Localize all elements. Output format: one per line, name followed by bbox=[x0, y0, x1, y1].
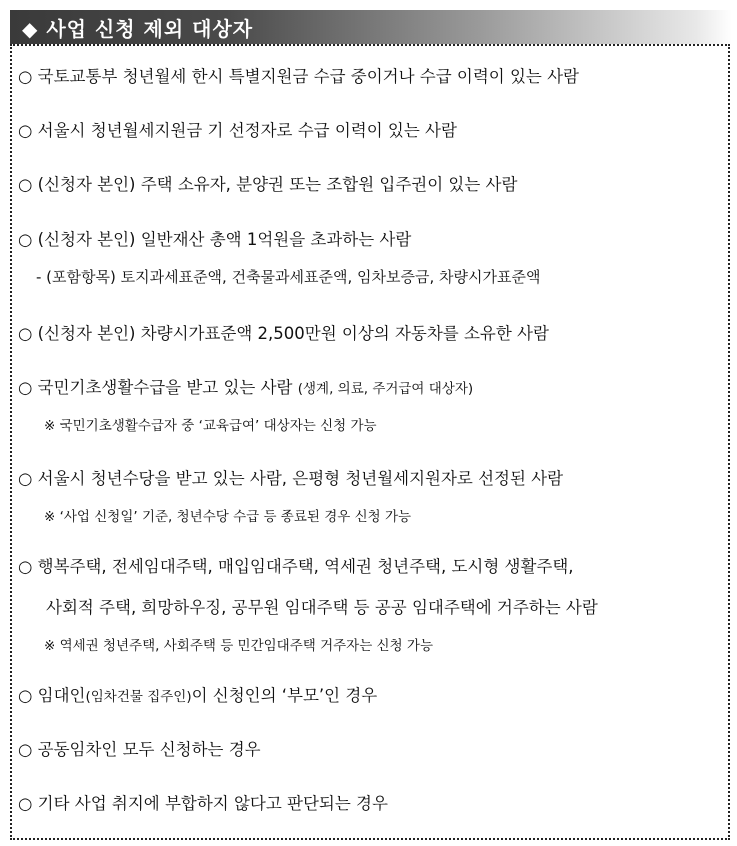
list-item bbox=[18, 682, 377, 706]
list-item: ○ (신청자 본인) 일반재산 총액 1억원을 초과하는 사람 bbox=[18, 230, 412, 249]
sub-note: ※ ‘사업 신청일’ 기준, 청년수당 수급 등 종료된 경우 신청 가능 bbox=[44, 509, 412, 525]
list-item: ○ 기타 사업 취지에 부합하지 않다고 판단되는 경우 bbox=[18, 794, 388, 813]
sub-note: ※ 역세권 청년주택, 사회주택 등 민간임대주택 거주자는 신청 가능 bbox=[44, 638, 433, 654]
section-title: ◆ 사업 신청 제외 대상자 bbox=[22, 16, 254, 41]
list-item: ○ 서울시 청년월세지원금 기 선정자로 수급 이력이 있는 사람 bbox=[18, 121, 457, 140]
content-box bbox=[10, 44, 730, 840]
item-text: ○ 임대인 bbox=[18, 686, 86, 705]
list-item: ○ (신청자 본인) 주택 소유자, 분양권 또는 조합원 입주권이 있는 사람 bbox=[18, 175, 518, 194]
item-text: 이 신청인의 ‘부모’인 경우 bbox=[191, 686, 378, 705]
list-item: ○ 행복주택, 전세임대주택, 매입임대주택, 역세권 청년주택, 도시형 생활주택, bbox=[18, 557, 574, 576]
sub-note: ※ 국민기초생활수급자 중 ‘교육급여’ 대상자는 신청 가능 bbox=[44, 418, 377, 434]
sub-note: - (포함항목) 토지과세표준액, 건축물과세표준액, 임차보증금, 차량시가표준액 bbox=[36, 268, 541, 286]
list-item: ○ 공동임차인 모두 신청하는 경우 bbox=[18, 740, 261, 759]
list-item: ○ 국토교통부 청년월세 한시 특별지원금 수급 중이거나 수급 이력이 있는 사람 bbox=[18, 67, 579, 86]
list-item: ○ (신청자 본인) 차량시가표준액 2,500만원 이상의 자동차를 소유한 사람 bbox=[18, 324, 549, 343]
item-detail: (임차건물 집주인) bbox=[85, 689, 192, 705]
item-detail: (생계, 의료, 주거급여 대상자) bbox=[297, 381, 474, 397]
section-header bbox=[10, 10, 732, 44]
list-item: ○ 서울시 청년수당을 받고 있는 사람, 은평형 청년월세지원자로 선정된 사람 bbox=[18, 469, 564, 488]
list-item-continued: 사회적 주택, 희망하우징, 공무원 임대주택 등 공공 임대주택에 거주하는 사람 bbox=[46, 598, 598, 617]
list-item bbox=[18, 374, 473, 398]
item-text: ○ 국민기초생활수급을 받고 있는 사람 bbox=[18, 378, 293, 397]
